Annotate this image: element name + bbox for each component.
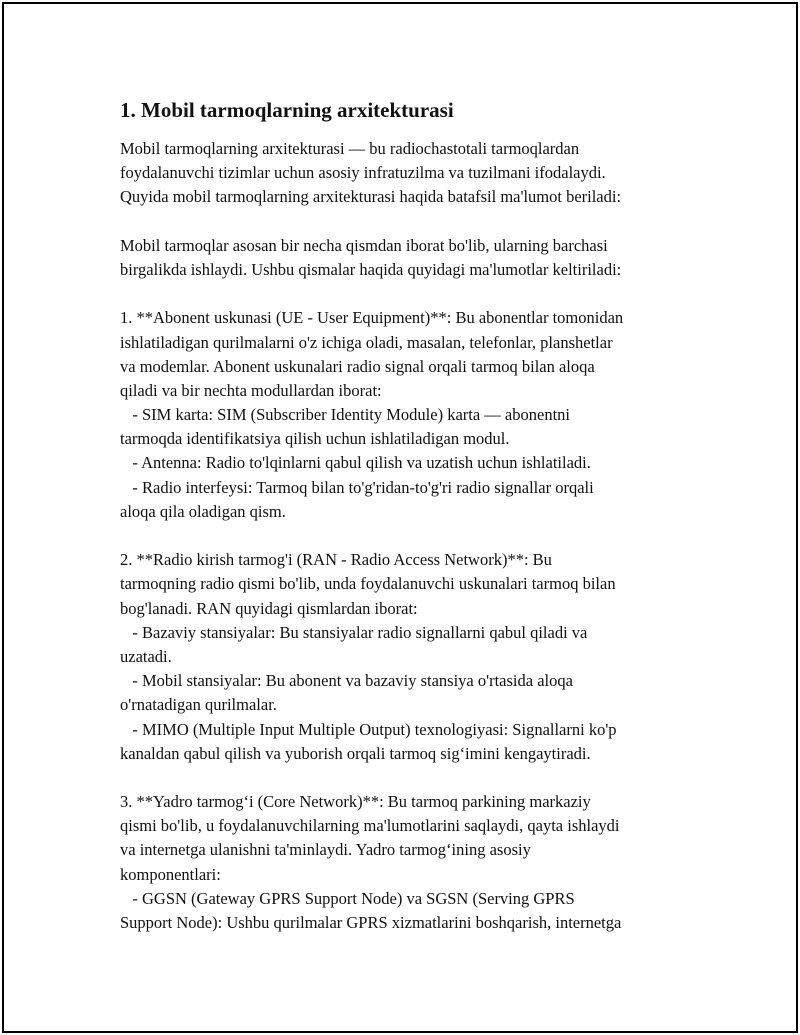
text-line: ishlatiladigan qurilmalarni o'z ichiga oladi, masalan, telefonlar, planshetlar: [120, 332, 613, 352]
section-user-equipment: [120, 306, 695, 524]
section-core-network: [120, 790, 695, 935]
text-line: 1. **Abonent uskunasi (UE - User Equipment)**: Bu abonentlar tomonidan: [120, 308, 624, 328]
text-line: Support Node): Ushbu qurilmalar GPRS xizmatlarini boshqarish, internetga: [120, 913, 622, 932]
paragraph-spacer: [120, 210, 695, 234]
text-line: 2. **Radio kirish tarmog'i (RAN - Radio Access Network)**: Bu: [120, 550, 552, 570]
paragraph-overview: [120, 234, 695, 282]
paragraph-spacer: [120, 766, 695, 790]
text-line: foydalanuvchi tizimlar uchun asosiy infratuzilma va tuzilmani ifodalaydi.: [120, 163, 606, 183]
text-line: Mobil tarmoqlarning arxitekturasi — bu radiochastotali tarmoqlardan: [120, 139, 580, 158]
text-line: bog'lanadi. RAN quyidagi qismlardan iborat:: [120, 598, 418, 618]
document-body: [120, 97, 695, 935]
text-line: Mobil tarmoqlar asosan bir necha qismdan iborat bo'lib, ularning barchasi: [120, 235, 608, 255]
list-item: - Antenna: Radio to'lqinlarni qabul qilish va uzatish uchun ishlatiladi.: [120, 453, 591, 473]
list-item: - MIMO (Multiple Input Multiple Output) texnologiyasi: Signallarni ko'p: [120, 719, 617, 739]
paragraph-spacer: [120, 282, 695, 306]
list-item: - GGSN (Gateway GPRS Support Node) va SGSN (Serving GPRS: [120, 888, 575, 908]
text-line: birgalikda ishlaydi. Ushbu qismalar haqida quyidagi ma'lumotlar keltiriladi:: [120, 259, 622, 279]
list-item: - SIM karta: SIM (Subscriber Identity Module) karta — abonentni: [120, 405, 570, 425]
text-line: tarmoqda identifikatsiya qilish uchun ishlatiladigan modul.: [120, 429, 510, 449]
text-line: qismi bo'lib, u foydalanuvchilarning ma'lumotlarini saqlaydi, qayta ishlaydi: [120, 816, 620, 836]
text-line: komponentlari:: [120, 864, 221, 884]
paragraph-spacer: [120, 524, 695, 548]
list-item: - Radio interfeysi: Tarmoq bilan to'g'ridan-to'g'ri radio signallar orqali: [120, 477, 594, 497]
paragraph-intro: [120, 137, 695, 210]
text-line: uzatadi.: [120, 646, 172, 666]
text-line: aloqa qila oladigan qism.: [120, 501, 286, 521]
list-item: - Mobil stansiyalar: Bu abonent va bazaviy stansiya o'rtasida aloqa: [120, 671, 573, 691]
text-line: va modemlar. Abonent uskunalari radio signal orqali tarmoq bilan aloqa: [120, 356, 595, 376]
list-item: - Bazaviy stansiyalar: Bu stansiyalar radio signallarni qabul qiladi va: [120, 622, 588, 642]
text-line: 3. **Yadro tarmog‘i (Core Network)**: Bu tarmoq parkining markaziy: [120, 792, 591, 812]
text-line: va internetga ulanishni ta'minlaydi. Yadro tarmog‘ining asosiy: [120, 840, 531, 860]
text-line: kanaldan qabul qilish va yuborish orqali tarmoq sig‘imini kengaytiradi.: [120, 743, 591, 763]
text-line: o'rnatadigan qurilmalar.: [120, 695, 277, 715]
document-title: 1. Mobil tarmoqlarning arxitekturasi: [120, 98, 454, 122]
section-radio-access-network: [120, 548, 695, 766]
page-frame: [2, 2, 798, 1033]
text-line: tarmoqning radio qismi bo'lib, unda foydalanuvchi uskunalari tarmoq bilan: [120, 574, 616, 594]
text-line: Quyida mobil tarmoqlarning arxitekturasi haqida batafsil ma'lumot beriladi:: [120, 187, 622, 207]
text-line: qiladi va bir nechta modullardan iborat:: [120, 380, 382, 400]
